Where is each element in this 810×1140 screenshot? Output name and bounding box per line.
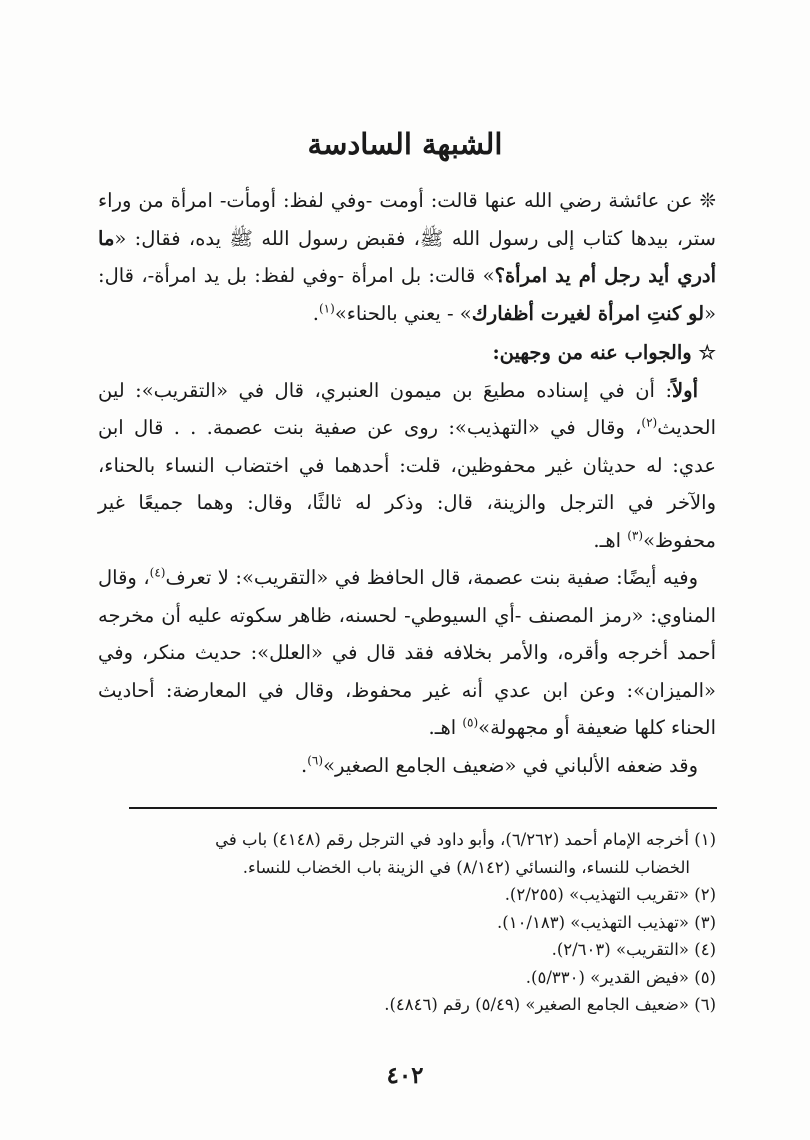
footnote-item: (٤) «التقريب» (٢/٦٠٣). bbox=[551, 940, 716, 959]
page-title: الشبهة السادسة bbox=[307, 127, 503, 161]
footnote-ref: (٣) bbox=[627, 528, 644, 542]
third-point-paragraph: وقد ضعفه الألباني في «ضعيف الجامع الصغير»$^{(٦)}$. bbox=[301, 753, 698, 777]
footnote-ref: (٥) bbox=[462, 715, 479, 730]
intro-paragraph: ❊ عن عائشة رضي الله عنها قالت: أومت -وفي لفظ: أومأت- امرأة من وراء ستر، بيدها كتاب إلى رسول الله ﷺ، فقبض رسول الله ﷺ يده، فقال: «ما أدري أيد رجل أم يد امرأة؟» قالت: بل امرأة -وفي لفظ: بل يد امرأة-، قال: «لو كنتِ امرأة لغيرت أظفارك» - يعني بالحناء»$^{(١)}$. bbox=[98, 189, 716, 325]
footnote-ref: (٢) bbox=[641, 415, 658, 430]
asterisk-marker-icon: ❊ bbox=[699, 189, 716, 212]
main-text bbox=[98, 182, 716, 784]
star-marker-icon: ☆ bbox=[698, 341, 716, 364]
footnote-item: (٢) «تقريب التهذيب» (٢/٢٥٥). bbox=[504, 885, 716, 904]
page-number: ٤٠٢ bbox=[386, 1062, 424, 1089]
second-point-paragraph: وفيه أيضًا: صفية بنت عصمة، قال الحافظ في «التقريب»: لا تعرف$^{(٤)}$، وقال المناوي: «رمز المصنف -أي السيوطي- لحسنه، ظاهر سكوته عليه أن مخرجه أحمد أخرجه وأقره، والأمر بخلافه فقد قال في «العلل»: حديث منكر، وفي «الميزان»: وعن ابن عدي أنه غير محفوظ، وقال في المعارضة: أحاديث الحناء كلها ضعيفة أو مجهولة»$^{(٥)}$ اهـ. bbox=[98, 565, 716, 739]
footnote-item: (١) أخرجه الإمام أحمد (٦/٢٦٢)، وأبو داود في الترجل رقم (٤١٤٨) باب في bbox=[215, 830, 716, 849]
footnote-item: (٦) «ضعيف الجامع الصغير» (٥/٤٩) رقم (٤٨٤٦). bbox=[384, 995, 716, 1014]
point-label: أولاً bbox=[672, 378, 698, 402]
hadith-quote: ما أدري أيد رجل أم يد امرأة؟ bbox=[98, 226, 716, 287]
first-point-paragraph: أولاً: أن في إسناده مطيعَ بن ميمون العنبري، قال في «التقريب»: لين الحديث$^{(٢)}$، وقال في «التهذيب»: روى عن صفية بنت عصمة. . . قال ابن عدي: له حديثان غير محفوظين، قلت: أحدهما في اختضاب النساء بالحناء، والآخر في الترجل والزينة، قال: وذكر له ثالثًا، وقال: وهما جميعًا غير محفوظ»$^{(٣)}$ اهـ. bbox=[98, 378, 716, 552]
footnote-divider bbox=[129, 807, 717, 809]
footnote-item-continuation: الخضاب للنساء، والنسائي (٨/١٤٢) في الزينة باب الخضاب للنساء. bbox=[242, 857, 690, 877]
footnote-item: (٥) «فيض القدير» (٥/٣٣٠). bbox=[525, 967, 716, 987]
answer-heading: ☆ والجواب عنه من وجهين: bbox=[492, 341, 716, 364]
hadith-quote: لو كنتِ امرأة لغيرت أظفارك bbox=[471, 301, 705, 325]
footnote-ref: (٤) bbox=[149, 565, 166, 580]
footnote-item: (٣) «تهذيب التهذيب» (١٠/١٨٣). bbox=[497, 912, 716, 932]
footnote-ref: (١) bbox=[318, 301, 335, 315]
footnotes bbox=[98, 826, 716, 1019]
footnote-ref: (٦) bbox=[307, 753, 324, 767]
